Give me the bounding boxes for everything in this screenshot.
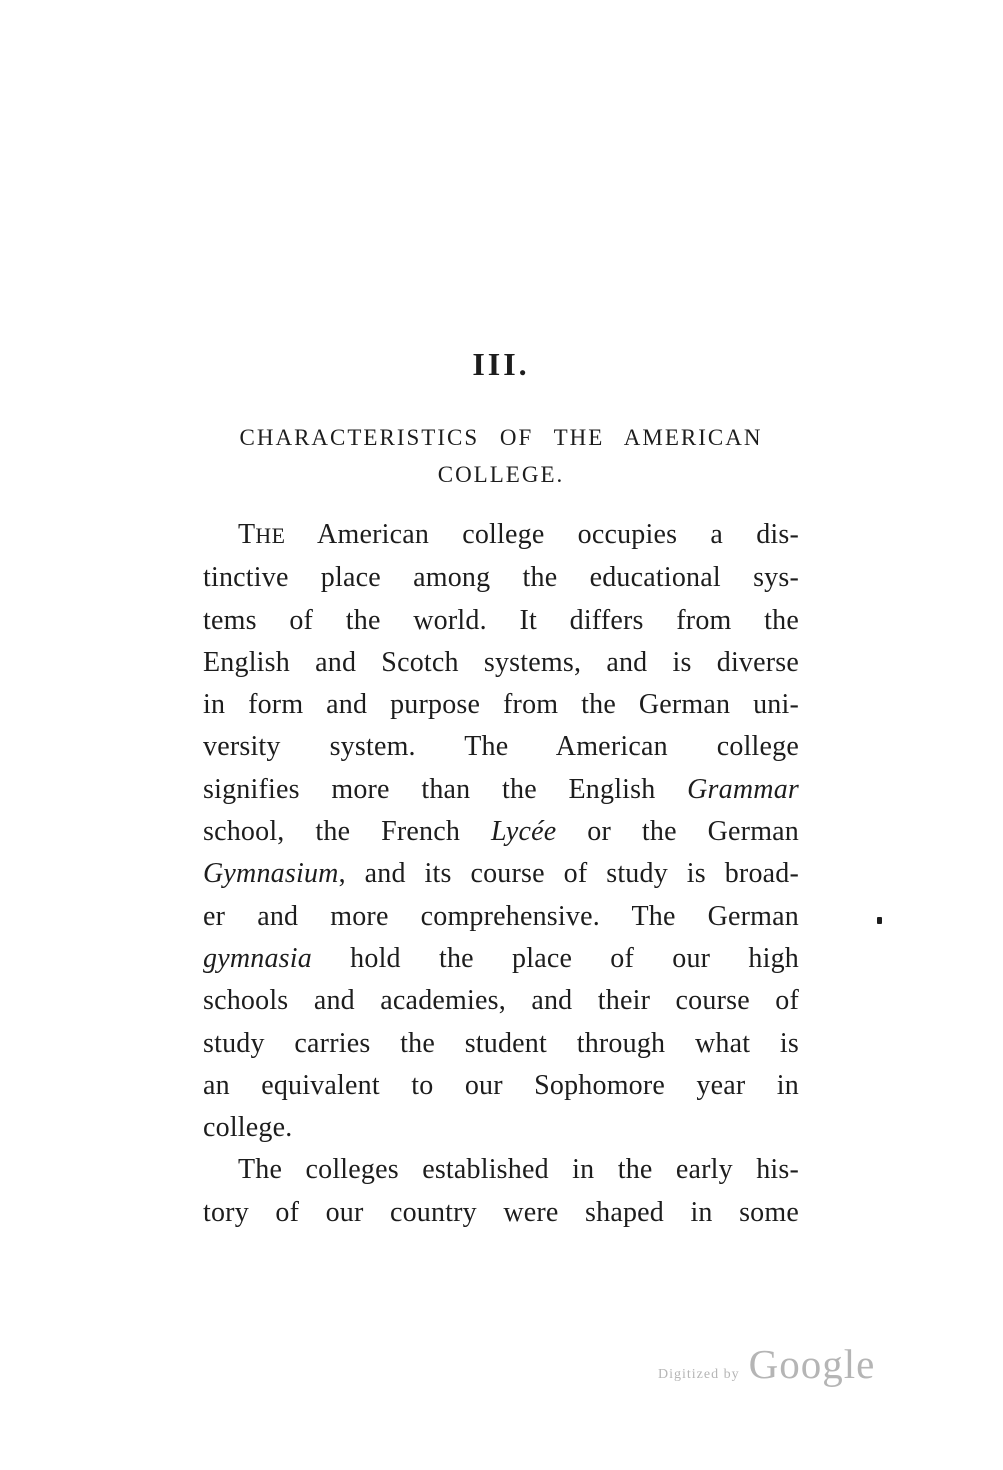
text-segment: an equivalent to our Sophomore year in — [203, 1069, 799, 1101]
text-segment: tems of the world. It differs from the — [203, 604, 799, 636]
text-segment: Gymnasium — [203, 858, 339, 890]
text-segment: college. — [203, 1112, 293, 1144]
text-segment: study carries the student through what is — [203, 1027, 799, 1059]
text-line — [203, 1023, 799, 1065]
text-line — [203, 1107, 799, 1149]
chapter-title — [193, 419, 809, 493]
text-segment: schools and academies, and their course of — [203, 985, 799, 1017]
chapter-number: III. — [472, 346, 530, 382]
text-line — [203, 726, 799, 768]
text-line — [203, 938, 799, 980]
chapter-title-line-2: COLLEGE. — [437, 462, 565, 487]
text-line — [203, 557, 799, 599]
text-line — [203, 1192, 799, 1234]
google-logo: Google — [748, 1341, 876, 1387]
text-segment: signifies more than the English — [203, 773, 688, 805]
text-segment: English and Scotch systems, and is diverse — [203, 646, 799, 678]
text-segment: school, the French — [203, 816, 491, 848]
watermark-prefix: Digitized by — [658, 1367, 740, 1382]
text-segment: tory of our country were shaped in some — [203, 1196, 799, 1228]
text-line — [203, 1065, 799, 1107]
ink-speck — [877, 917, 882, 924]
text-segment: Grammar — [687, 773, 799, 805]
text-segment: American college occupies a dis- — [285, 519, 799, 550]
text-line — [203, 811, 799, 853]
text-line — [203, 642, 799, 684]
text-line — [203, 769, 799, 811]
text-line — [203, 684, 799, 726]
text-segment: T — [238, 519, 256, 550]
text-segment: , and its course of study is broad- — [338, 858, 799, 890]
text-segment: gymnasia — [203, 942, 312, 974]
text-segment: er and more comprehensive. The German — [203, 900, 799, 932]
text-segment: tinctive place among the educational sys- — [203, 562, 799, 594]
text-line — [203, 514, 799, 557]
text-segment: The colleges established in the early his- — [238, 1154, 799, 1186]
text-line — [203, 896, 799, 938]
text-segment: or the German — [556, 816, 799, 848]
digitized-by-google-watermark — [658, 1340, 875, 1388]
text-segment: hold the place of our high — [311, 942, 799, 974]
text-segment: versity system. The American college — [203, 731, 799, 763]
text-line — [203, 1149, 799, 1191]
text-segment: Lycée — [490, 816, 557, 848]
text-segment: in form and purpose from the German uni- — [203, 689, 799, 721]
body-text — [203, 514, 799, 1234]
text-segment: HE — [255, 524, 286, 548]
text-line — [203, 853, 799, 895]
text-line — [203, 980, 799, 1022]
text-line — [203, 600, 799, 642]
chapter-title-line-1: CHARACTERISTICS OF THE AMERICAN — [239, 425, 763, 450]
